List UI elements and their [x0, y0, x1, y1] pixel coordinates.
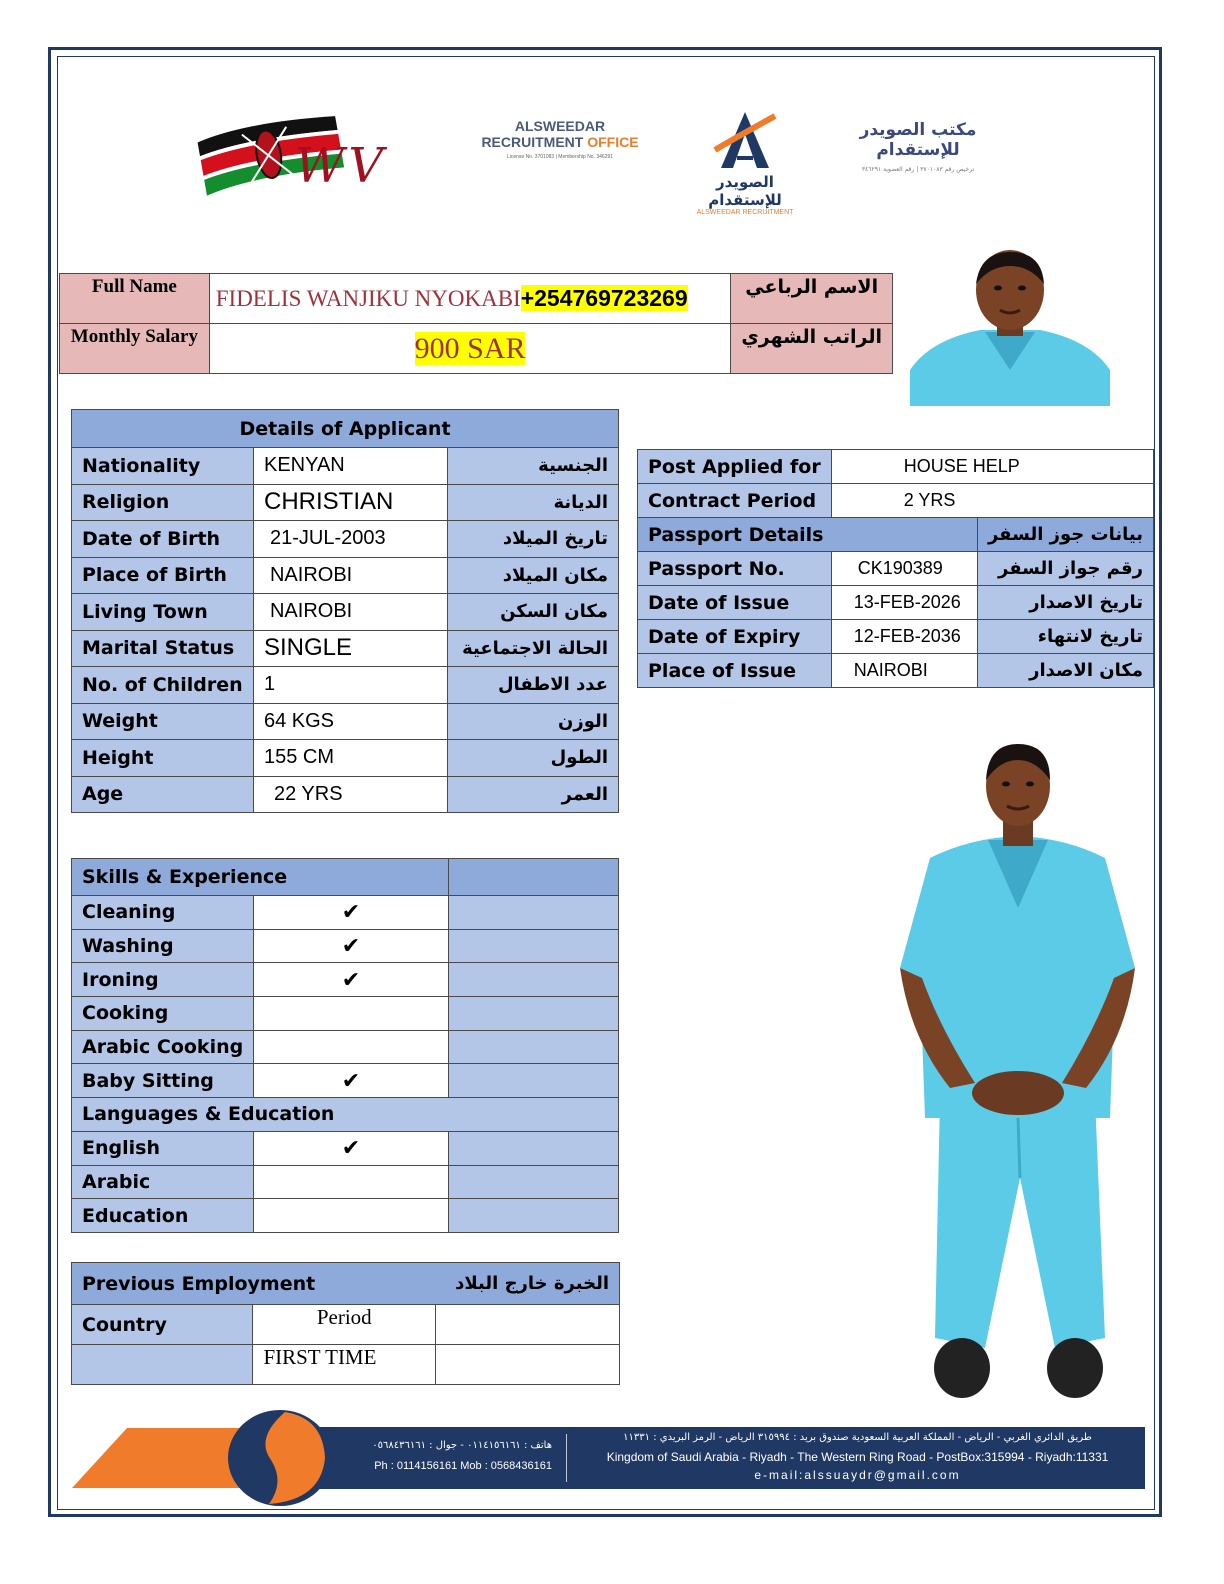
language-blank [448, 1199, 618, 1233]
alsweedar-ar-text: الصويدر للإستقدام [708, 173, 782, 209]
language-label: Education [72, 1199, 254, 1233]
full-name-label: Full Name [60, 274, 210, 324]
skill-label: Cooking [72, 997, 254, 1031]
footer-email: e-mail:alssuaydr@gmail.com [754, 1468, 961, 1482]
language-label: English [72, 1131, 254, 1165]
details-value: NAIROBI [253, 594, 447, 631]
details-value: CHRISTIAN [253, 484, 447, 521]
details-label: Age [72, 776, 254, 813]
contract-value: 2 YRS [831, 484, 1153, 518]
footer-phone-en: Ph : 0114156161 Mob : 0568436161 [374, 1460, 552, 1472]
details-label: Place of Birth [72, 557, 254, 594]
skill-check [254, 997, 448, 1031]
footer-address-ar: طريق الدائري الغربي - الرياض - المملكة العربية السعودية صندوق بريد : ٣١٥٩٩٤ الرياض - الرمز البريدي : ١١٣٣١ [623, 1432, 1092, 1443]
country-label: Country [72, 1305, 253, 1345]
alsweedar-en-logo [470, 118, 650, 160]
details-ar-label: الديانة [448, 484, 619, 521]
language-blank [448, 1131, 618, 1165]
details-value: 1 [253, 667, 447, 704]
salary-cell [209, 324, 731, 374]
language-check [254, 1199, 448, 1233]
details-ar-label: الجنسية [448, 448, 619, 485]
period-label: Period [253, 1305, 436, 1345]
passport-title-ar: بيانات جوز السفر [977, 518, 1153, 552]
first-time-value: FIRST TIME [253, 1345, 436, 1385]
passport-value: 12-FEB-2036 [831, 620, 977, 654]
skill-check: ✔ [254, 1064, 448, 1098]
wv-logo-text: WV [295, 138, 387, 194]
language-blank [448, 1165, 618, 1199]
details-value: SINGLE [253, 630, 447, 667]
applicant-full-body-photo [890, 738, 1145, 1403]
details-ar-label: العمر [448, 776, 619, 813]
details-label: Religion [72, 484, 254, 521]
employment-title: Previous Employment [72, 1263, 436, 1305]
employment-table [71, 1262, 620, 1385]
passport-label: Place of Issue [638, 654, 832, 688]
languages-title: Languages & Education [72, 1098, 619, 1132]
post-value: HOUSE HELP [831, 450, 1153, 484]
footer-divider [566, 1434, 567, 1482]
passport-ar-label: رقم جواز السفر [977, 552, 1153, 586]
skill-check [254, 1030, 448, 1064]
applicant-headshot-photo [910, 250, 1110, 406]
office-ar-logo [828, 120, 1008, 173]
details-ar-label: الحالة الاجتماعية [448, 630, 619, 667]
skill-blank [448, 997, 618, 1031]
post-passport-table [637, 449, 1154, 688]
employment-title-ar: الخبرة خارج البلاد [436, 1263, 620, 1305]
contract-label: Contract Period [638, 484, 832, 518]
skill-label: Ironing [72, 963, 254, 997]
language-label: Arabic [72, 1165, 254, 1199]
details-label: Living Town [72, 594, 254, 631]
full-name-cell [209, 274, 731, 324]
details-label: No. of Children [72, 667, 254, 704]
details-title: Details of Applicant [72, 410, 619, 448]
skills-title: Skills & Experience [72, 859, 449, 896]
passport-value: NAIROBI [831, 654, 977, 688]
skill-blank [448, 929, 618, 963]
passport-label: Date of Issue [638, 586, 832, 620]
details-label: Date of Birth [72, 521, 254, 558]
salary-label: Monthly Salary [60, 324, 210, 374]
passport-ar-label: تاريخ لانتهاء [977, 620, 1153, 654]
details-ar-label: الطول [448, 740, 619, 777]
details-value: 155 CM [253, 740, 447, 777]
passport-ar-label: مكان الاصدار [977, 654, 1153, 688]
details-label: Weight [72, 703, 254, 740]
skills-table [71, 858, 619, 1233]
footer-logo-circle [225, 1408, 335, 1508]
alsweedar-title: ALSWEEDAR [514, 118, 606, 134]
details-ar-label: تاريخ الميلاد [448, 521, 619, 558]
phone-number: +254769723269 [520, 285, 688, 311]
details-value: 22 YRS [253, 776, 447, 813]
full-name-value: FIDELIS WANJIKU NYOKABI [215, 286, 521, 311]
passport-label: Date of Expiry [638, 620, 832, 654]
skill-blank [448, 896, 618, 930]
skills-header-blank [448, 859, 618, 896]
applicant-details-table [71, 409, 619, 813]
passport-label: Passport No. [638, 552, 832, 586]
passport-value: CK190389 [831, 552, 977, 586]
employment-blank [436, 1305, 620, 1345]
footer-address-en: Kingdom of Saudi Arabia - Riyadh - The Western Ring Road - PostBox:315994 - Riyadh:11331 [606, 1450, 1109, 1464]
skill-check: ✔ [254, 896, 448, 930]
alsweedar-license: License No. 3701083 | Membership No. 346291 [506, 154, 614, 160]
details-value: 21-JUL-2003 [253, 521, 447, 558]
details-label: Marital Status [72, 630, 254, 667]
details-ar-label: مكان السكن [448, 594, 619, 631]
full-name-ar-label: الاسم الرباعي [731, 274, 893, 324]
skill-check: ✔ [254, 963, 448, 997]
passport-value: 13-FEB-2026 [831, 586, 977, 620]
name-salary-table [59, 273, 893, 374]
office-ar-title: مكتب الصويدر للإستقدام [859, 120, 977, 160]
details-ar-label: الوزن [448, 703, 619, 740]
details-value: 64 KGS [253, 703, 447, 740]
passport-ar-label: تاريخ الاصدار [977, 586, 1153, 620]
details-value: NAIROBI [253, 557, 447, 594]
skill-label: Arabic Cooking [72, 1030, 254, 1064]
alsweedar-office: OFFICE [587, 134, 639, 150]
footer-phone-ar: هاتف : ٠١١٤١٥٦١٦١ - جوال : ٠٥٦٨٤٣٦١٦١ [372, 1440, 552, 1451]
kenya-flag-logo [190, 100, 405, 205]
alsweedar-sub-text: ALSWEEDAR RECRUITMENT [696, 209, 794, 216]
details-label: Nationality [72, 448, 254, 485]
passport-title: Passport Details [638, 518, 978, 552]
skill-check: ✔ [254, 929, 448, 963]
details-ar-label: مكان الميلاد [448, 557, 619, 594]
employment-blank [436, 1345, 620, 1385]
skill-blank [448, 1030, 618, 1064]
details-value: KENYAN [253, 448, 447, 485]
employment-country-blank [72, 1345, 253, 1385]
alsweedar-recruitment: RECRUITMENT [481, 134, 584, 150]
skill-blank [448, 963, 618, 997]
skill-label: Washing [72, 929, 254, 963]
skill-label: Baby Sitting [72, 1064, 254, 1098]
skill-label: Cleaning [72, 896, 254, 930]
salary-value: 900 SAR [414, 331, 526, 365]
office-ar-sub: ترخيص رقم ٣٧٠١٠٨٣ | رقم العضوية ٣٤٦٢٩١ [861, 166, 975, 173]
alsweedar-emblem-logo [680, 108, 810, 216]
details-label: Height [72, 740, 254, 777]
language-check [254, 1165, 448, 1199]
skill-blank [448, 1064, 618, 1098]
language-check: ✔ [254, 1131, 448, 1165]
details-ar-label: عدد الاطفال [448, 667, 619, 704]
post-label: Post Applied for [638, 450, 832, 484]
salary-ar-label: الراتب الشهري [731, 324, 893, 374]
